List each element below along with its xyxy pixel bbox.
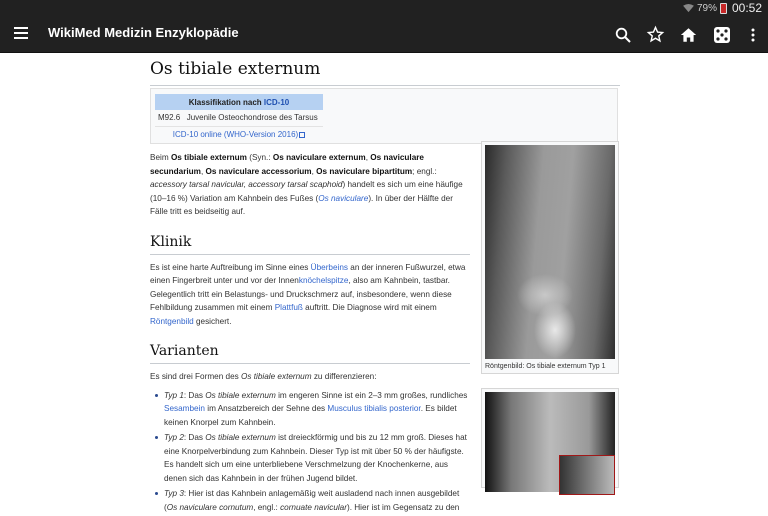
star-icon xyxy=(647,26,664,43)
infobox-header: Klassifikation nach ICD-10 xyxy=(155,94,323,110)
battery-icon xyxy=(720,3,727,14)
search-button[interactable] xyxy=(606,16,639,53)
clock: 00:52 xyxy=(731,1,762,15)
wifi-icon xyxy=(683,4,694,13)
external-link-icon xyxy=(299,132,305,138)
link-plattfuss[interactable]: Plattfuß xyxy=(274,303,303,312)
figure-caption: Röntgenbild: Os tibiale externum Typ 1 xyxy=(485,363,606,370)
status-bar xyxy=(0,0,768,16)
search-icon xyxy=(615,27,631,43)
icd-code: M92.6 xyxy=(155,110,184,126)
overflow-menu-button[interactable] xyxy=(738,16,768,53)
icd10-link[interactable]: ICD-10 xyxy=(263,97,290,107)
variants-list xyxy=(150,389,470,515)
xray-image[interactable] xyxy=(485,392,615,492)
link-musculus-tibialis-posterior[interactable]: Musculus tibialis posterior xyxy=(327,404,421,413)
xray-inset xyxy=(559,455,615,495)
klinik-paragraph: Es ist eine harte Auftreibung im Sinne eines Überbeins an der inneren Fußwurzel, etwa einen Fingerbreit unter und vor der Innenknöchelspitze, also am Kahnbein, tastbar. Gelegentlich tritt ein Belastungs- und Druckschmerz auf, insbesondere, wenn diese Fehlbildung zusammen mit einem Plattfuß auftritt. Die Diagnose wird mit einem Röntgenbild gesichert. xyxy=(150,262,466,326)
icd10-online-link[interactable]: ICD-10 online (WHO-Version 2016) xyxy=(173,130,305,139)
infobox xyxy=(150,88,618,144)
section-heading-varianten: Varianten xyxy=(150,341,470,364)
list-item: Typ 2: Das Os tibiale externum ist dreieckförmig und bis zu 12 mm groß. Dieses hat eine Knorpelverbindung zum Kahnbein. Dieser Typ ist mit über 50 % der häufigste. Es handelt sich um eine unterbliebene Verschmelzung der Knochenkerne, aus denen sich das Kahnbein in der frühen Jugend bildet. xyxy=(150,431,470,485)
section-heading-klinik: Klinik xyxy=(150,232,470,255)
menu-icon[interactable] xyxy=(14,27,28,39)
link-roentgenbild[interactable]: Röntgenbild xyxy=(150,316,194,326)
more-vert-icon xyxy=(751,28,755,42)
page-title: Os tibiale externum xyxy=(150,56,620,86)
home-icon xyxy=(680,27,697,43)
dice-icon xyxy=(714,27,730,43)
list-item: Typ 1: Das Os tibiale externum im engeren Sinne ist ein 2–3 mm großes, rundliches Sesambein im Ansatzbereich der Sehne des Musculus tibialis posterior. Es bildet keinen Knorpel zum Kahnbein. xyxy=(150,389,470,430)
intro-paragraph: Beim Os tibiale externum (Syn.: Os naviculare externum, Os naviculare secundarium, Os naviculare accessorium, Os naviculare bipartitum; engl.: accessory tarsal navicular, accessory tarsal scaphoid) handelt es sich um eine häufige (10–16 %) Variation am Kahnbein des Fußes (Os naviculare). In über der Hälfte der Fälle tritt es beidseitig auf. xyxy=(150,153,463,216)
varianten-intro: Es sind drei Formen des Os tibiale externum zu differenzieren: xyxy=(150,372,377,381)
link-sesambein[interactable]: Sesambein xyxy=(164,404,205,413)
figure-xray-2[interactable] xyxy=(481,388,619,488)
list-item: Typ 3: Hier ist das Kahnbein anlagemäßig weit ausladend nach innen ausgebildet (Os naviculare cornutum, engl.: cornuate navicular). Hier ist im Gegensatz zu den xyxy=(150,487,470,514)
random-article-button[interactable] xyxy=(705,16,738,53)
figure-xray-typ1[interactable] xyxy=(481,141,619,374)
icd-description: Juvenile Osteochondrose des Tarsus xyxy=(184,110,323,126)
battery-percent: 79% xyxy=(696,2,717,14)
bookmark-button[interactable] xyxy=(639,16,672,53)
xray-image[interactable] xyxy=(485,145,615,359)
home-button[interactable] xyxy=(672,16,705,53)
link-os-naviculare[interactable]: Os naviculare xyxy=(318,193,369,203)
app-title: WikiMed Medizin Enzyklopädie xyxy=(48,25,239,40)
link-knoechelspitze[interactable]: knöchelspitze xyxy=(298,276,349,285)
app-bar xyxy=(0,16,768,53)
link-ueberbein[interactable]: Überbeins xyxy=(310,262,348,272)
